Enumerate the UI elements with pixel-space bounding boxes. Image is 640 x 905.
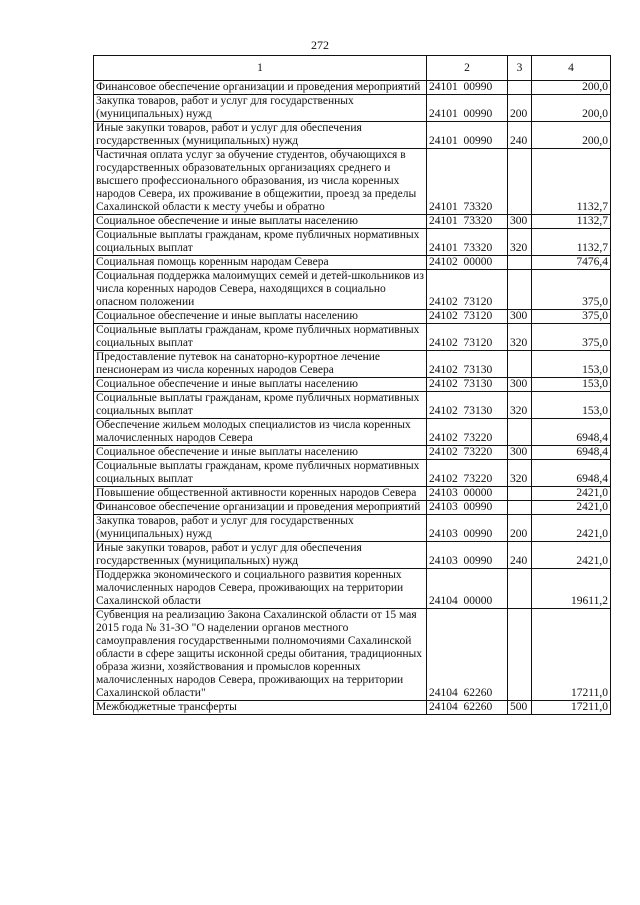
table-row (94, 351, 611, 378)
column-header-type: 3 (508, 56, 532, 81)
row-code-cell: 24102 73130 (427, 378, 508, 392)
row-name-cell: Финансовое обеспечение организации и проведения мероприятий (94, 81, 427, 95)
row-name-cell: Социальное обеспечение и иные выплаты населению (94, 310, 427, 324)
row-amount-cell: 6948,4 (532, 446, 611, 460)
row-amount-cell: 2421,0 (532, 542, 611, 569)
row-type-cell: 320 (508, 392, 532, 419)
row-type-cell (508, 569, 532, 609)
row-code-cell: 24102 73220 (427, 419, 508, 446)
row-amount-cell: 2421,0 (532, 487, 611, 501)
table-row (94, 324, 611, 351)
row-amount-cell: 200,0 (532, 95, 611, 122)
table-row (94, 569, 611, 609)
row-amount-cell: 375,0 (532, 324, 611, 351)
row-amount-cell: 19611,2 (532, 569, 611, 609)
table-row (94, 149, 611, 215)
row-type-cell: 300 (508, 378, 532, 392)
table-row (94, 501, 611, 515)
column-header-amount: 4 (532, 56, 611, 81)
row-amount-cell: 1132,7 (532, 149, 611, 215)
row-amount-cell: 2421,0 (532, 501, 611, 515)
row-name-cell: Социальное обеспечение и иные выплаты населению (94, 378, 427, 392)
row-name-cell: Социальные выплаты гражданам, кроме публичных нормативных социальных выплат (94, 460, 427, 487)
table-row (94, 378, 611, 392)
row-code-cell: 24101 00990 (427, 122, 508, 149)
row-name-cell: Социальная поддержка малоимущих семей и детей-школьников из числа коренных народов Севера, находящихся в социально опасном положении (94, 270, 427, 310)
header-row (94, 56, 611, 81)
row-name-cell: Иные закупки товаров, работ и услуг для обеспечения государственных (муниципальных) нужд (94, 542, 427, 569)
table-row (94, 229, 611, 256)
row-code-cell: 24102 73120 (427, 270, 508, 310)
row-code-cell: 24101 73320 (427, 229, 508, 256)
row-type-cell: 240 (508, 542, 532, 569)
row-type-cell (508, 487, 532, 501)
row-name-cell: Иные закупки товаров, работ и услуг для обеспечения государственных (муниципальных) нужд (94, 122, 427, 149)
row-name-cell: Закупка товаров, работ и услуг для государственных (муниципальных) нужд (94, 95, 427, 122)
row-amount-cell: 375,0 (532, 310, 611, 324)
row-name-cell: Поддержка экономического и социального развития коренных малочисленных народов Севера, проживающих на территории Сахалинской области (94, 569, 427, 609)
row-type-cell (508, 270, 532, 310)
row-type-cell: 500 (508, 701, 532, 715)
row-amount-cell: 200,0 (532, 81, 611, 95)
budget-table (93, 55, 611, 715)
row-name-cell: Закупка товаров, работ и услуг для государственных (муниципальных) нужд (94, 515, 427, 542)
row-amount-cell: 17211,0 (532, 609, 611, 701)
row-name-cell: Межбюджетные трансферты (94, 701, 427, 715)
row-amount-cell: 17211,0 (532, 701, 611, 715)
row-code-cell: 24103 00990 (427, 515, 508, 542)
row-type-cell: 320 (508, 229, 532, 256)
table-row (94, 419, 611, 446)
column-header-code: 2 (427, 56, 508, 81)
row-code-cell: 24102 73120 (427, 310, 508, 324)
row-code-cell: 24102 00000 (427, 256, 508, 270)
row-type-cell: 200 (508, 515, 532, 542)
table-row (94, 487, 611, 501)
row-amount-cell: 200,0 (532, 122, 611, 149)
row-amount-cell: 153,0 (532, 392, 611, 419)
row-amount-cell: 6948,4 (532, 419, 611, 446)
table-row (94, 609, 611, 701)
row-code-cell: 24103 00990 (427, 501, 508, 515)
row-code-cell: 24101 73320 (427, 215, 508, 229)
row-code-cell: 24102 73130 (427, 351, 508, 378)
row-name-cell: Социальное обеспечение и иные выплаты населению (94, 446, 427, 460)
row-type-cell (508, 609, 532, 701)
column-header-name: 1 (94, 56, 427, 81)
table-row (94, 81, 611, 95)
table-row (94, 95, 611, 122)
row-amount-cell: 375,0 (532, 270, 611, 310)
table-row (94, 515, 611, 542)
row-amount-cell: 2421,0 (532, 515, 611, 542)
row-name-cell: Социальные выплаты гражданам, кроме публичных нормативных социальных выплат (94, 392, 427, 419)
row-name-cell: Повышение общественной активности коренных народов Севера (94, 487, 427, 501)
row-code-cell: 24101 00990 (427, 81, 508, 95)
row-type-cell (508, 501, 532, 515)
row-name-cell: Частичная оплата услуг за обучение студентов, обучающихся в государственных образовательных организациях среднего и высшего профессионального образования, из числа коренных народов Севера, их проживание в общежитии, проезд за пределы Сахалинской области к месту учебы и обратно (94, 149, 427, 215)
page-number: 272 (311, 38, 329, 52)
table-row (94, 460, 611, 487)
table-row (94, 542, 611, 569)
table-row (94, 446, 611, 460)
table-row (94, 256, 611, 270)
row-type-cell (508, 149, 532, 215)
row-code-cell: 24102 73220 (427, 446, 508, 460)
row-name-cell: Обеспечение жильем молодых специалистов из числа коренных малочисленных народов Севера (94, 419, 427, 446)
row-code-cell: 24103 00000 (427, 487, 508, 501)
row-name-cell: Предоставление путевок на санаторно-курортное лечение пенсионерам из числа коренных народов Севера (94, 351, 427, 378)
row-amount-cell: 153,0 (532, 378, 611, 392)
row-type-cell: 320 (508, 460, 532, 487)
row-amount-cell: 153,0 (532, 351, 611, 378)
row-amount-cell: 1132,7 (532, 229, 611, 256)
row-code-cell: 24102 73120 (427, 324, 508, 351)
row-type-cell: 200 (508, 95, 532, 122)
row-code-cell: 24104 62260 (427, 609, 508, 701)
row-amount-cell: 6948,4 (532, 460, 611, 487)
row-type-cell: 240 (508, 122, 532, 149)
row-name-cell: Финансовое обеспечение организации и проведения мероприятий (94, 501, 427, 515)
row-type-cell (508, 351, 532, 378)
table-row (94, 701, 611, 715)
row-code-cell: 24103 00990 (427, 542, 508, 569)
row-code-cell: 24102 73220 (427, 460, 508, 487)
row-type-cell: 300 (508, 215, 532, 229)
row-code-cell: 24104 00000 (427, 569, 508, 609)
row-type-cell: 300 (508, 310, 532, 324)
row-name-cell: Социальная помощь коренным народам Севера (94, 256, 427, 270)
row-name-cell: Социальное обеспечение и иные выплаты населению (94, 215, 427, 229)
row-type-cell (508, 81, 532, 95)
table-row (94, 122, 611, 149)
row-amount-cell: 1132,7 (532, 215, 611, 229)
row-type-cell (508, 419, 532, 446)
row-type-cell (508, 256, 532, 270)
row-type-cell: 320 (508, 324, 532, 351)
table-row (94, 310, 611, 324)
row-code-cell: 24104 62260 (427, 701, 508, 715)
row-code-cell: 24101 73320 (427, 149, 508, 215)
row-type-cell: 300 (508, 446, 532, 460)
row-name-cell: Субвенция на реализацию Закона Сахалинской области от 15 мая 2015 года № 31-ЗО "О наделении органов местного самоуправления государственными полномочиями Сахалинской области в сфере защиты исконной среды обитания, традиционных образа жизни, хозяйствования и промыслов коренных малочисленных народов Севера, проживающих на территории Сахалинской области" (94, 609, 427, 701)
row-code-cell: 24101 00990 (427, 95, 508, 122)
row-name-cell: Социальные выплаты гражданам, кроме публичных нормативных социальных выплат (94, 229, 427, 256)
row-name-cell: Социальные выплаты гражданам, кроме публичных нормативных социальных выплат (94, 324, 427, 351)
table-row (94, 215, 611, 229)
table-row (94, 270, 611, 310)
table-row (94, 392, 611, 419)
row-code-cell: 24102 73130 (427, 392, 508, 419)
row-amount-cell: 7476,4 (532, 256, 611, 270)
